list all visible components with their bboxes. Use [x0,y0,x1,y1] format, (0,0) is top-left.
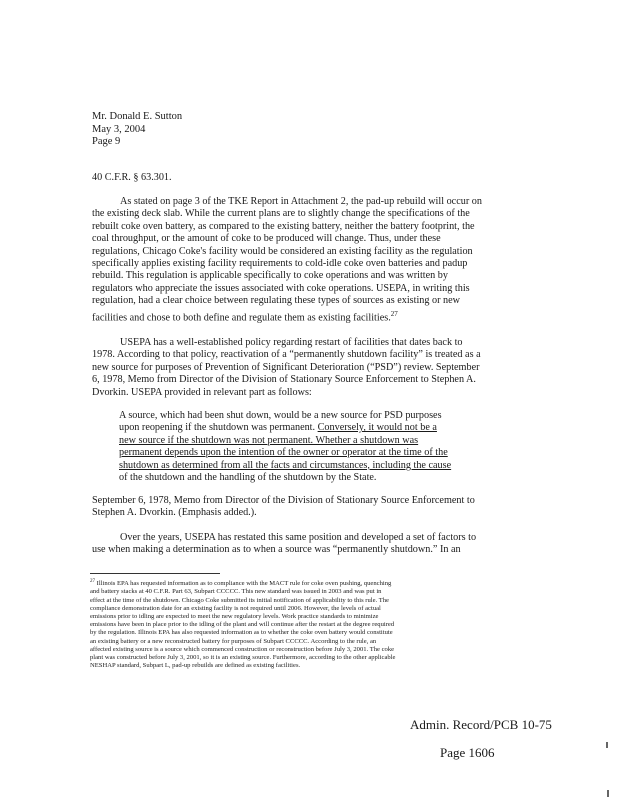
footnote-line: NESHAP standard, Subpart L, pad-up rebuilds are defined as existing facilities. [90,662,301,670]
scan-speck [607,790,609,797]
paragraph-2 [92,337,481,399]
footnote-line: emissions prior to idling are expected to meet the new regulatory levels. Work practice standards to minimize [90,613,379,620]
emphasis-line: permanent depends upon the intention of the owner or operator at the time of the [119,447,448,459]
memo-citation [92,495,475,520]
citation-line: Stephen A. Dvorkin. (Emphasis added.). [92,507,257,519]
quote-line: A source, which had been shut down, would be a new source for PSD purposes [119,410,442,421]
paragraph-line: new source for purposes of Prevention of Significant Deterioration (“PSD”) review. September [92,361,480,373]
footnote-line: compliance demonstration date for an existing facility is not required until 2006. However, the levels of actual [90,604,381,612]
paragraph-line: 1978. According to that policy, reactivation of a “permanently shutdown facility” is treated as a [92,349,481,361]
letter-date: May 3, 2004 [92,123,146,135]
quote-line: upon reopening if the shutdown was permanent. Conversely, it would not be a [119,422,437,434]
footnote-line: emissions have been in place prior to the idling of the plant and will continue after the restart at the degree required [90,621,395,629]
emphasis-line: new source if the shutdown was not permanent. Whether a shutdown was [119,434,419,446]
footnote-reference: 27 [390,309,398,318]
paragraph-line: regulations, Chicago Coke's facility would be considered an existing facility as the regulation [92,245,473,257]
emphasis-text: Conversely, it would not be a [317,422,437,434]
page-number: Page 9 [92,136,121,147]
paragraph-line: coal throughput, or the amount of coke to be produced will change. Thus, under these [92,233,441,245]
paragraph-line: the existing deck slab. While the current plans are to slightly change the specifications of the [92,208,470,220]
footnote-number: 27 [90,579,95,584]
paragraph-line: USEPA has a well-established policy regarding restart of facilities that dates back to [120,337,463,348]
paragraph-line: regulators who appreciate the issues associated with coke operations. USEPA, in writing this [92,282,470,294]
paragraph-line: specifically applies existing facility requirements to cold-idle coke oven batteries and padup [92,258,468,270]
regulation-citation: 40 C.F.R. § 63.301. [92,172,172,183]
record-page-stamp: Page 1606 [440,745,495,760]
footnote-line: an existing battery or a new reconstructed battery for purposes of Subpart CCCCC. According to the rule, an [90,637,377,645]
citation-line: September 6, 1978, Memo from Director of the Division of Stationary Source Enforcement to [92,495,475,506]
footnote-line: $^{27}$ Illinois EPA has requested information as to compliance with the MACT rule for coke oven pushing, quenching [90,579,392,588]
paragraph-line: 6, 1978, Memo from Director of the Division of Stationary Source Enforcement to Stephen A. [92,374,476,386]
paragraph-line: facilities and chose to both define and regulate them as existing facilities.$^{27}$ [92,309,398,324]
emphasis-line: shutdown as determined from all the facts and circumstances, including the cause [119,459,452,471]
paragraph-line: rebuilt coke oven battery, as compared to the existing battery, neither the battery footprint, the [92,220,475,232]
paragraph-line: use when making a determination as to when a source was “permanently shutdown.” In an [92,544,461,556]
footnote-line: plant was constructed before July 3, 2001, so it is an existing source. Furthermore, according to the other applicable [90,654,396,662]
footnote-divider [90,573,220,574]
footnote [90,578,395,670]
footnote-line: and battery stacks at 40 C.F.R. Part 63, Subpart CCCCC. This new standard was issued in 2003 and was put in [90,588,382,596]
scan-speck [606,742,608,748]
block-quote [119,410,451,484]
paragraph-1 [92,196,482,324]
quote-line: of the shutdown and the handling of the shutdown by the State. [119,472,377,484]
paragraph-line: Dvorkin. USEPA provided in relevant part as follows: [92,386,312,398]
letter-header [92,111,182,149]
admin-record-stamp: Admin. Record/PCB 10-75 [410,717,552,732]
footnote-line: effect at the time of the shutdown. Chicago Coke submitted its initial notification of applicability to this rule. The [90,596,389,604]
paragraph-line: rebuild. This regulation is applicable specifically to coke operations and was written by [92,270,448,282]
paragraph-line: As stated on page 3 of the TKE Report in Attachment 2, the pad-up rebuild will occur on [120,196,482,207]
footnote-line: affected existing source is a source which commenced construction or reconstruction before July 3, 2001. The coke [90,645,395,653]
paragraph-3 [92,532,476,557]
paragraph-line: regulation, had a clear choice between regulating these types of sources as existing or new [92,295,461,307]
paragraph-line: Over the years, USEPA has restated this same position and developed a set of factors to [120,532,477,543]
recipient-name: Mr. Donald E. Sutton [92,111,183,122]
footnote-line: by the regulation. Illinois EPA has also requested information as to whether the coke oven battery would constitute [90,629,393,637]
